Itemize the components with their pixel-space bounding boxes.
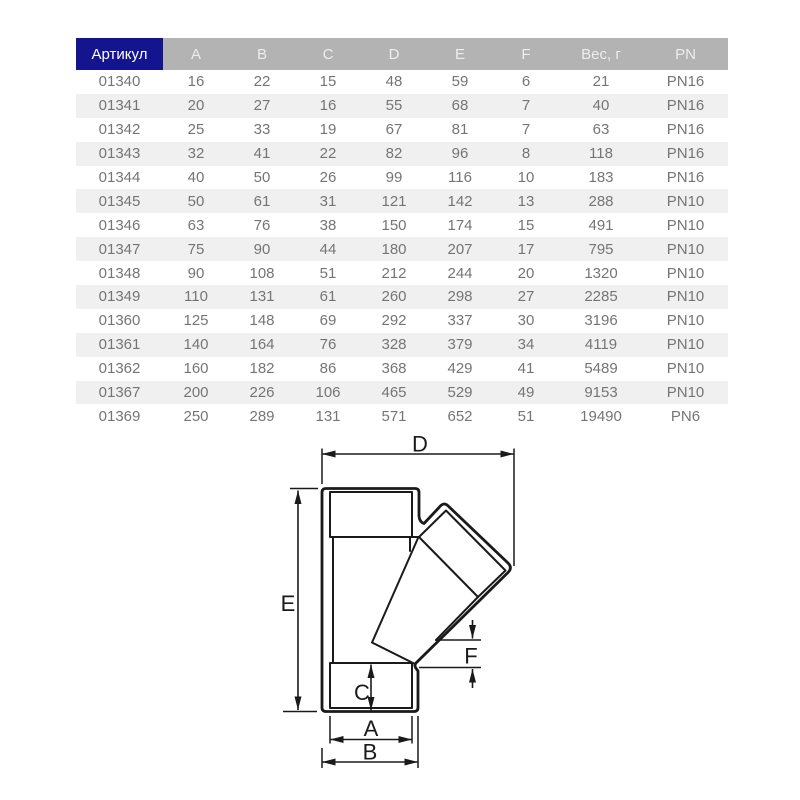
- value-cell: PN16: [643, 94, 728, 118]
- value-cell: 110: [163, 285, 229, 309]
- article-cell: 01347: [76, 237, 163, 261]
- value-cell: 652: [427, 404, 493, 428]
- value-cell: 34: [493, 333, 559, 357]
- value-cell: 25: [163, 118, 229, 142]
- value-cell: 200: [163, 381, 229, 405]
- value-cell: 429: [427, 357, 493, 381]
- value-cell: 174: [427, 213, 493, 237]
- value-cell: PN10: [643, 285, 728, 309]
- value-cell: PN16: [643, 142, 728, 166]
- table-row: [76, 357, 728, 381]
- fitting-inner-lines: [330, 492, 478, 708]
- value-cell: 2285: [559, 285, 643, 309]
- value-cell: 69: [295, 309, 361, 333]
- column-header-c: C: [295, 38, 361, 70]
- value-cell: 121: [361, 189, 427, 213]
- article-cell: 01340: [76, 70, 163, 94]
- value-cell: 99: [361, 166, 427, 190]
- value-cell: 44: [295, 237, 361, 261]
- value-cell: 160: [163, 357, 229, 381]
- column-header-d: D: [361, 38, 427, 70]
- value-cell: 116: [427, 166, 493, 190]
- value-cell: 8: [493, 142, 559, 166]
- value-cell: 131: [295, 404, 361, 428]
- value-cell: 244: [427, 261, 493, 285]
- column-header-e: E: [427, 38, 493, 70]
- table-row: [76, 70, 728, 94]
- dim-label-f: F: [464, 643, 478, 669]
- value-cell: 125: [163, 309, 229, 333]
- value-cell: 183: [559, 166, 643, 190]
- value-cell: 59: [427, 70, 493, 94]
- value-cell: 67: [361, 118, 427, 142]
- value-cell: 90: [163, 261, 229, 285]
- value-cell: 19490: [559, 404, 643, 428]
- value-cell: 30: [493, 309, 559, 333]
- value-cell: 465: [361, 381, 427, 405]
- dim-label-b: B: [362, 739, 378, 765]
- value-cell: 63: [559, 118, 643, 142]
- value-cell: 9153: [559, 381, 643, 405]
- value-cell: 15: [493, 213, 559, 237]
- value-cell: 68: [427, 94, 493, 118]
- value-cell: 131: [229, 285, 295, 309]
- article-cell: 01349: [76, 285, 163, 309]
- table-row: [76, 142, 728, 166]
- article-cell: 01344: [76, 166, 163, 190]
- table-row: [76, 309, 728, 333]
- spec-table: [76, 38, 728, 428]
- value-cell: 49: [493, 381, 559, 405]
- fitting-diagram: [255, 435, 545, 795]
- article-cell: 01367: [76, 381, 163, 405]
- table-row: [76, 166, 728, 190]
- article-cell: 01342: [76, 118, 163, 142]
- value-cell: 571: [361, 404, 427, 428]
- value-cell: 48: [361, 70, 427, 94]
- value-cell: PN16: [643, 118, 728, 142]
- value-cell: 337: [427, 309, 493, 333]
- value-cell: 298: [427, 285, 493, 309]
- branch-socket-cavity: [419, 511, 506, 598]
- value-cell: 40: [163, 166, 229, 190]
- value-cell: 212: [361, 261, 427, 285]
- value-cell: 250: [163, 404, 229, 428]
- value-cell: 16: [295, 94, 361, 118]
- value-cell: 76: [229, 213, 295, 237]
- value-cell: 260: [361, 285, 427, 309]
- value-cell: 63: [163, 213, 229, 237]
- value-cell: 17: [493, 237, 559, 261]
- value-cell: 164: [229, 333, 295, 357]
- value-cell: 90: [229, 237, 295, 261]
- value-cell: PN10: [643, 261, 728, 285]
- value-cell: 142: [427, 189, 493, 213]
- value-cell: 108: [229, 261, 295, 285]
- table-row: [76, 94, 728, 118]
- value-cell: PN10: [643, 381, 728, 405]
- value-cell: 15: [295, 70, 361, 94]
- article-cell: 01362: [76, 357, 163, 381]
- spec-table-section: [76, 38, 728, 428]
- value-cell: PN10: [643, 309, 728, 333]
- header-row: [76, 38, 728, 70]
- value-cell: 106: [295, 381, 361, 405]
- value-cell: PN10: [643, 189, 728, 213]
- table-row: [76, 333, 728, 357]
- value-cell: 76: [295, 333, 361, 357]
- table-row: [76, 118, 728, 142]
- article-cell: 01343: [76, 142, 163, 166]
- value-cell: 1320: [559, 261, 643, 285]
- table-row: [76, 261, 728, 285]
- value-cell: 3196: [559, 309, 643, 333]
- value-cell: 288: [559, 189, 643, 213]
- value-cell: PN16: [643, 70, 728, 94]
- value-cell: 41: [493, 357, 559, 381]
- table-row: [76, 189, 728, 213]
- value-cell: 33: [229, 118, 295, 142]
- article-cell: 01346: [76, 213, 163, 237]
- value-cell: 140: [163, 333, 229, 357]
- table-row: [76, 404, 728, 428]
- value-cell: PN10: [643, 237, 728, 261]
- value-cell: 5489: [559, 357, 643, 381]
- value-cell: 32: [163, 142, 229, 166]
- column-header-f: F: [493, 38, 559, 70]
- column-header-weight: Вес, г: [559, 38, 643, 70]
- article-cell: 01341: [76, 94, 163, 118]
- value-cell: 180: [361, 237, 427, 261]
- value-cell: 292: [361, 309, 427, 333]
- value-cell: 13: [493, 189, 559, 213]
- value-cell: 289: [229, 404, 295, 428]
- value-cell: 26: [295, 166, 361, 190]
- column-header-article: Артикул: [76, 38, 163, 70]
- value-cell: PN10: [643, 333, 728, 357]
- column-header-b: B: [229, 38, 295, 70]
- value-cell: 86: [295, 357, 361, 381]
- fitting-diagram-section: [255, 435, 545, 795]
- fitting-outline: [322, 489, 510, 712]
- table-row: [76, 285, 728, 309]
- value-cell: 75: [163, 237, 229, 261]
- value-cell: 50: [229, 166, 295, 190]
- value-cell: 81: [427, 118, 493, 142]
- dim-label-c: C: [354, 680, 370, 705]
- value-cell: 4119: [559, 333, 643, 357]
- value-cell: 82: [361, 142, 427, 166]
- article-cell: 01348: [76, 261, 163, 285]
- value-cell: 7: [493, 118, 559, 142]
- value-cell: 529: [427, 381, 493, 405]
- value-cell: 31: [295, 189, 361, 213]
- column-header-pn: PN: [643, 38, 728, 70]
- value-cell: 20: [493, 261, 559, 285]
- value-cell: 150: [361, 213, 427, 237]
- value-cell: PN10: [643, 213, 728, 237]
- value-cell: 96: [427, 142, 493, 166]
- value-cell: 22: [229, 70, 295, 94]
- value-cell: 40: [559, 94, 643, 118]
- table-row: [76, 381, 728, 405]
- value-cell: 51: [493, 404, 559, 428]
- spec-table-body: [76, 70, 728, 428]
- value-cell: 6: [493, 70, 559, 94]
- dim-label-e: E: [280, 591, 296, 616]
- article-cell: 01361: [76, 333, 163, 357]
- article-cell: 01345: [76, 189, 163, 213]
- value-cell: PN6: [643, 404, 728, 428]
- value-cell: 10: [493, 166, 559, 190]
- article-cell: 01369: [76, 404, 163, 428]
- spec-table-header: [76, 38, 728, 70]
- value-cell: 118: [559, 142, 643, 166]
- table-row: [76, 237, 728, 261]
- value-cell: 55: [361, 94, 427, 118]
- value-cell: 328: [361, 333, 427, 357]
- value-cell: 51: [295, 261, 361, 285]
- column-header-a: A: [163, 38, 229, 70]
- value-cell: PN16: [643, 166, 728, 190]
- value-cell: 795: [559, 237, 643, 261]
- value-cell: 226: [229, 381, 295, 405]
- value-cell: 148: [229, 309, 295, 333]
- extension-lines: [280, 449, 514, 769]
- dim-label-d: D: [412, 435, 428, 457]
- value-cell: 22: [295, 142, 361, 166]
- value-cell: 16: [163, 70, 229, 94]
- table-row: [76, 213, 728, 237]
- value-cell: PN10: [643, 357, 728, 381]
- value-cell: 368: [361, 357, 427, 381]
- value-cell: 21: [559, 70, 643, 94]
- value-cell: 27: [229, 94, 295, 118]
- value-cell: 182: [229, 357, 295, 381]
- value-cell: 491: [559, 213, 643, 237]
- value-cell: 61: [295, 285, 361, 309]
- value-cell: 38: [295, 213, 361, 237]
- value-cell: 61: [229, 189, 295, 213]
- value-cell: 7: [493, 94, 559, 118]
- value-cell: 207: [427, 237, 493, 261]
- article-cell: 01360: [76, 309, 163, 333]
- value-cell: 50: [163, 189, 229, 213]
- value-cell: 19: [295, 118, 361, 142]
- value-cell: 27: [493, 285, 559, 309]
- value-cell: 41: [229, 142, 295, 166]
- dim-label-a: A: [363, 716, 379, 741]
- value-cell: 20: [163, 94, 229, 118]
- value-cell: 379: [427, 333, 493, 357]
